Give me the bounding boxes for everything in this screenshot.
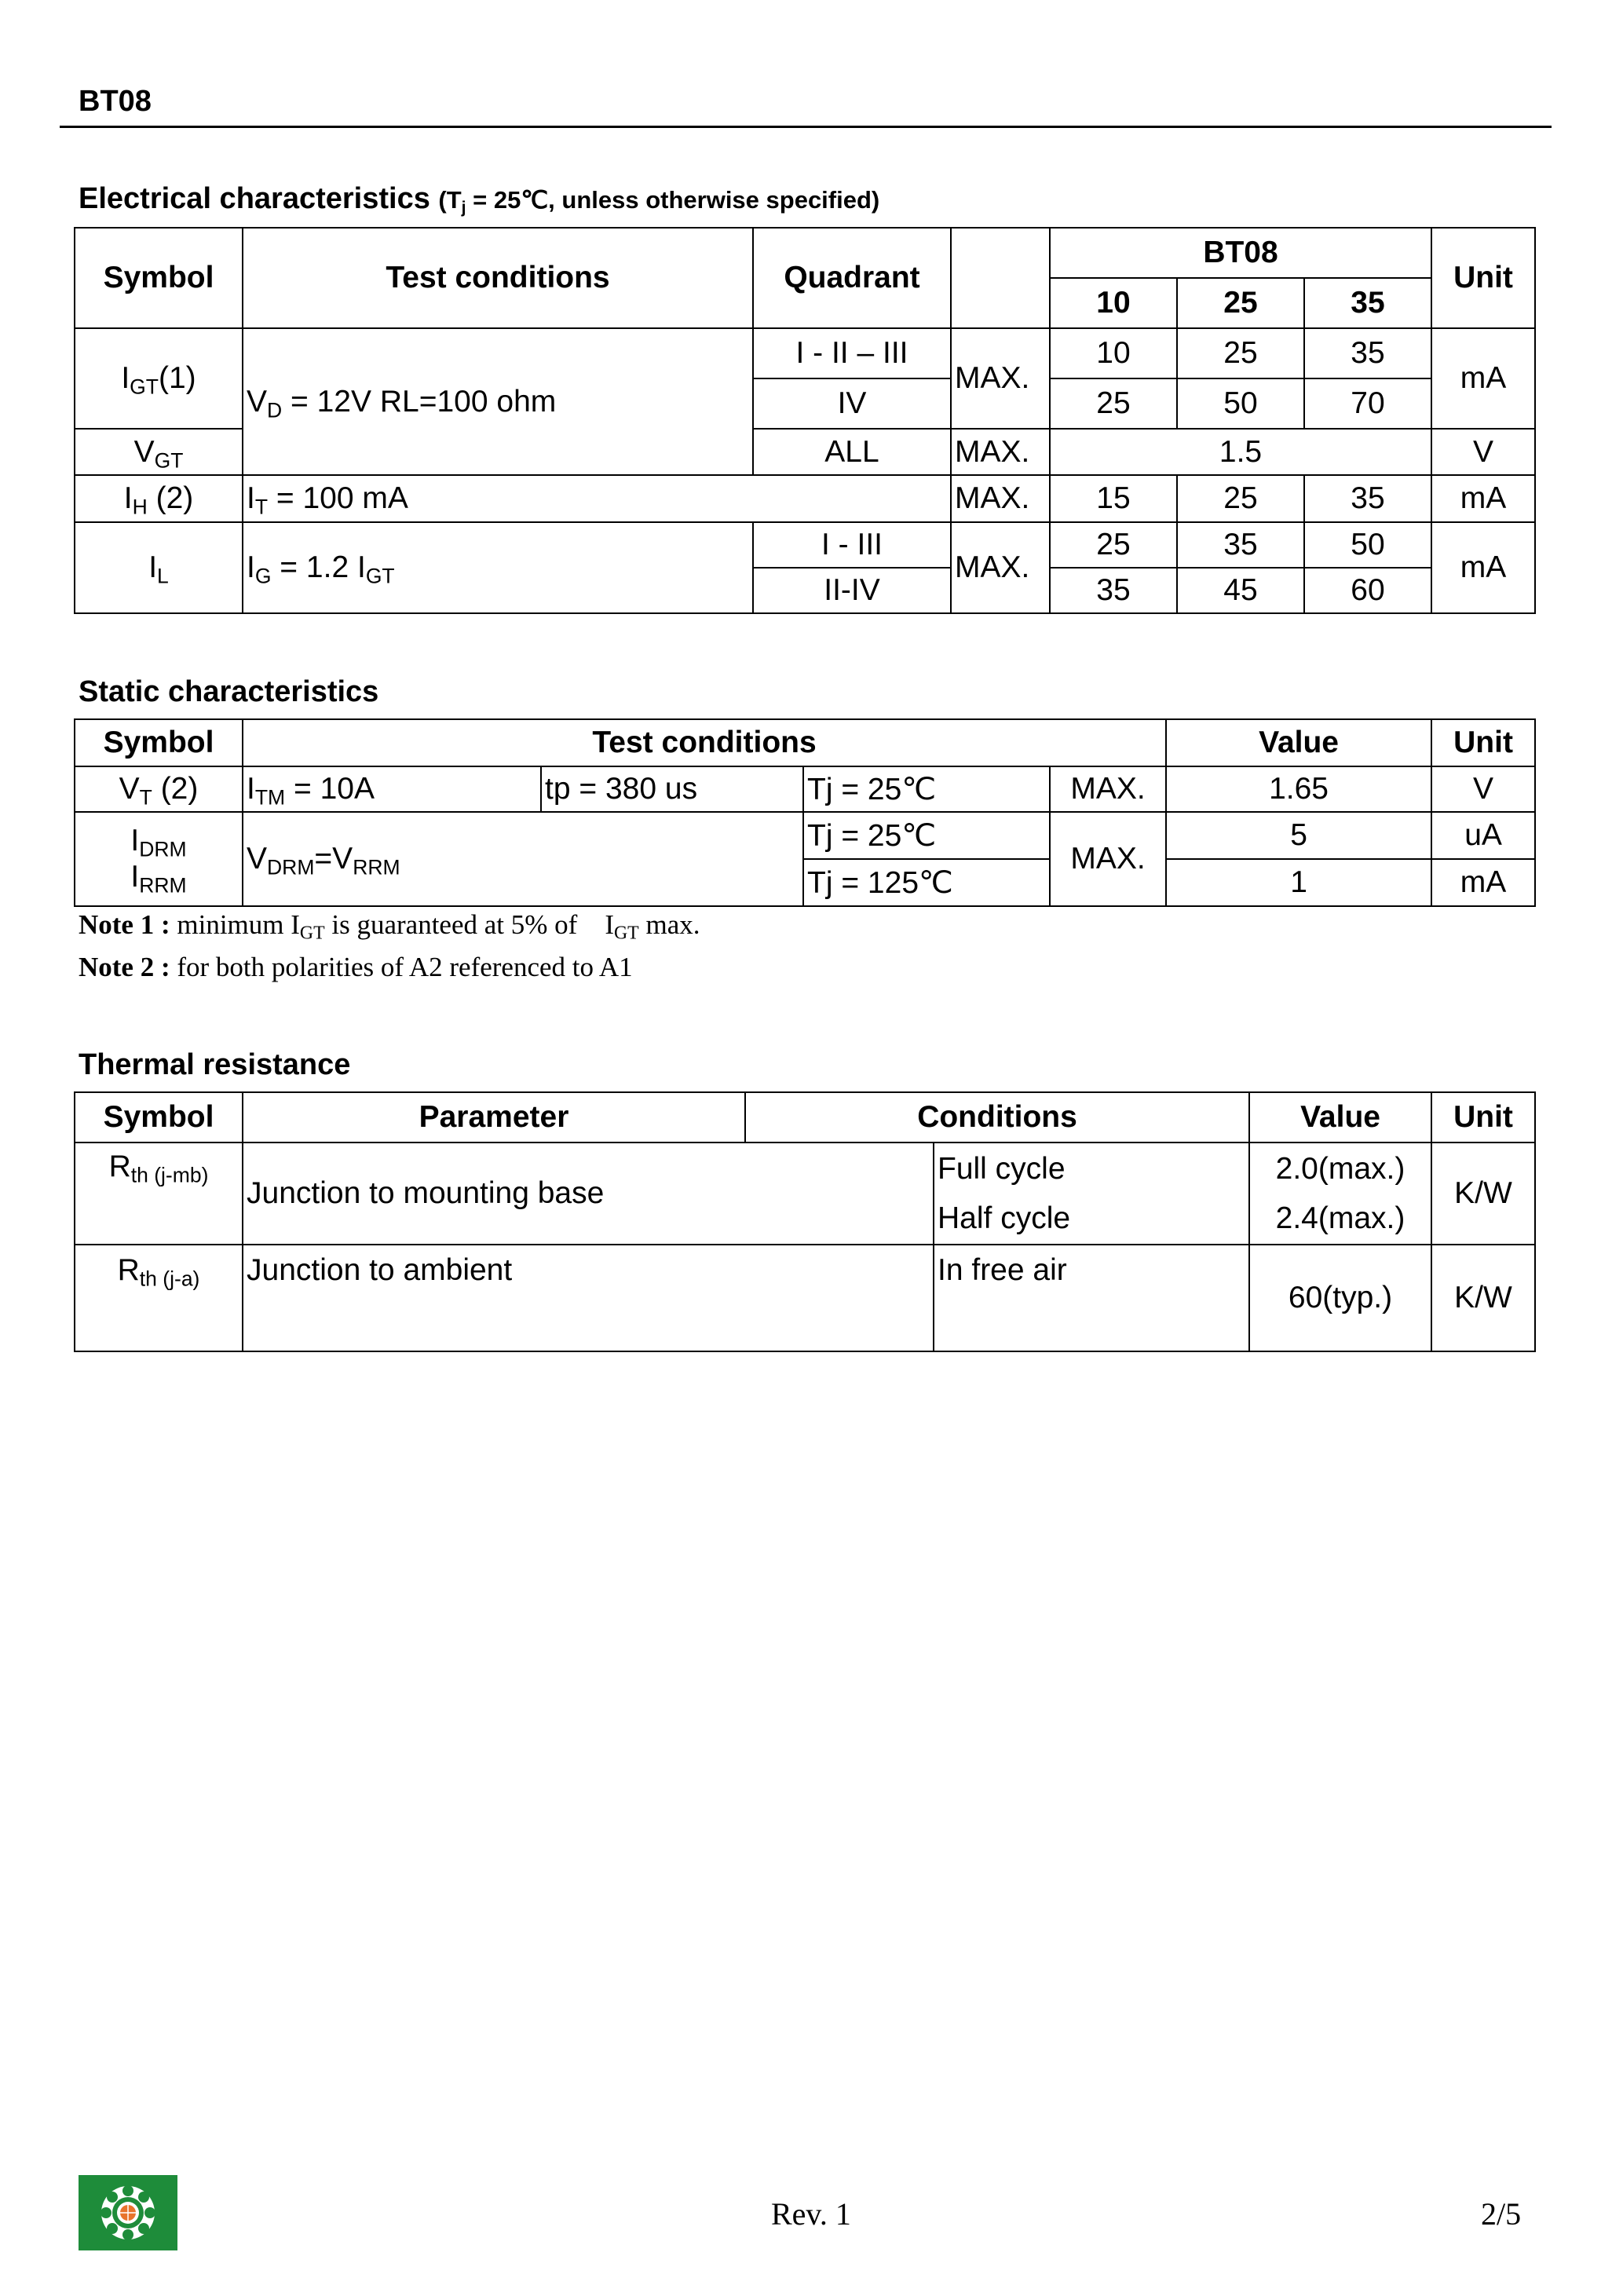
limit-max: MAX. <box>951 475 1050 522</box>
value-cell: 10 <box>1050 328 1177 378</box>
static-characteristics-table <box>74 718 1536 907</box>
value-cell: 1 <box>1166 859 1431 906</box>
header-value: Value <box>1166 719 1431 766</box>
header-symbol: Symbol <box>75 719 243 766</box>
symbol-idrm: $I_{DRM}$ <box>130 824 187 861</box>
section-title-text: Electrical characteristics <box>79 182 430 215</box>
header-variant-25: 25 <box>1177 278 1304 328</box>
header-variant-35: 35 <box>1304 278 1431 328</box>
page-number: 2/5 <box>1481 2196 1522 2232</box>
logo-graphic <box>79 2175 177 2250</box>
condition-tj-125: Tj = 125℃ <box>803 859 1050 906</box>
header-test-conditions: Test conditions <box>243 719 1166 766</box>
value-cell: 2.4(max.) <box>1275 1201 1406 1235</box>
header-conditions: Conditions <box>745 1092 1249 1143</box>
unit-cell: mA <box>1431 859 1535 906</box>
symbol-irrm: $I_{RRM}$ <box>130 860 187 898</box>
quadrant-4: IV <box>753 378 951 429</box>
value-cell: 60(typ.) <box>1249 1245 1431 1351</box>
limit-max: MAX. <box>951 328 1050 429</box>
note-1: Note 1 : minimum $I_{GT}$ is guaranteed at 5% of $I_{GT}$ max. <box>79 909 700 944</box>
quadrant-1-2-3: I - II – III <box>753 328 951 378</box>
unit-cell: mA <box>1431 522 1535 613</box>
symbol-rth-ja: $R_{th (j-a)}$ <box>75 1245 243 1351</box>
value-cell: 15 <box>1050 475 1177 522</box>
value-cell: 50 <box>1177 378 1304 429</box>
condition-vd-12v: $V_D = 12V$ RL=100 ohm <box>243 328 753 475</box>
header-divider <box>60 126 1552 128</box>
condition-vdrm-vrrm: $V_{DRM}=V_{RRM}$ <box>243 812 803 906</box>
value-cell: 60 <box>1304 568 1431 613</box>
symbol-rth-jmb: $R_{th (j-mb)}$ <box>75 1143 243 1245</box>
header-unit: Unit <box>1431 1092 1535 1143</box>
header-test-conditions: Test conditions <box>243 228 753 328</box>
header-parameter: Parameter <box>243 1092 745 1143</box>
note-2: Note 2 : for both polarities of A2 referenced to A1 <box>79 952 633 982</box>
revision-label: Rev. 1 <box>771 2196 851 2232</box>
symbol-il: $I_L$ <box>75 522 243 613</box>
header-unit: Unit <box>1431 228 1535 328</box>
value-cell: 2.0(max.) <box>1275 1151 1406 1186</box>
header-limit-blank <box>951 228 1050 328</box>
header-value: Value <box>1249 1092 1431 1143</box>
limit-max: MAX. <box>1050 812 1166 906</box>
condition-tj-25: Tj = 25℃ <box>803 812 1050 859</box>
limit-max: MAX. <box>951 429 1050 475</box>
unit-cell: V <box>1431 429 1535 475</box>
document-part-number: BT08 <box>79 85 152 118</box>
static-characteristics-title: Static characteristics <box>79 675 379 708</box>
value-cell: 70 <box>1304 378 1431 429</box>
unit-cell: V <box>1431 766 1535 812</box>
thermal-resistance-table <box>74 1091 1536 1352</box>
unit-cell: mA <box>1431 328 1535 429</box>
header-bt08-group: BT08 <box>1050 228 1431 278</box>
condition-tj-25: Tj = 25℃ <box>803 766 1050 812</box>
electrical-characteristics-table <box>74 227 1536 614</box>
condition-tp: tp = 380 us <box>541 766 803 812</box>
condition-in-free-air: In free air <box>934 1245 1249 1351</box>
unit-cell: uA <box>1431 812 1535 859</box>
symbol-vgt: $V_{GT}$ <box>75 429 243 475</box>
value-cycle <box>1249 1143 1431 1245</box>
electrical-characteristics-title <box>79 182 879 216</box>
condition-ig: $I_G = 1.2$ $I_{GT}$ <box>243 522 753 613</box>
limit-max: MAX. <box>1050 766 1166 812</box>
value-cell: 5 <box>1166 812 1431 859</box>
value-cell: 1.5 <box>1050 429 1431 475</box>
condition-half-cycle: Half cycle <box>938 1201 1071 1235</box>
value-cell: 25 <box>1050 522 1177 568</box>
value-cell: 25 <box>1050 378 1177 429</box>
limit-max: MAX. <box>951 522 1050 613</box>
value-cell: 50 <box>1304 522 1431 568</box>
condition-it-100ma: $I_T = 100$ mA <box>243 475 951 522</box>
header-quadrant: Quadrant <box>753 228 951 328</box>
parameter-junction-to-ambient: Junction to ambient <box>243 1245 934 1351</box>
unit-cell: K/W <box>1431 1245 1535 1351</box>
condition-cycle <box>934 1143 1249 1245</box>
unit-cell: K/W <box>1431 1143 1535 1245</box>
thermal-resistance-title: Thermal resistance <box>79 1048 351 1081</box>
symbol-ih: $I_H$ (2) <box>75 475 243 522</box>
section-condition: ($T_j$ = 25℃, unless otherwise specified) <box>438 186 880 217</box>
quadrant-all: ALL <box>753 429 951 475</box>
condition-itm-10a: $I_{TM} = 10A$ <box>243 766 541 812</box>
symbol-idrm-irrm <box>75 812 243 906</box>
value-cell: 25 <box>1177 328 1304 378</box>
value-cell: 35 <box>1304 328 1431 378</box>
company-logo <box>79 2175 177 2250</box>
parameter-junction-to-mounting-base: Junction to mounting base <box>243 1143 934 1245</box>
condition-full-cycle: Full cycle <box>938 1151 1066 1186</box>
quadrant-2-4: II-IV <box>753 568 951 613</box>
value-cell: 45 <box>1177 568 1304 613</box>
header-variant-10: 10 <box>1050 278 1177 328</box>
unit-cell: mA <box>1431 475 1535 522</box>
value-cell: 35 <box>1050 568 1177 613</box>
symbol-vt: $V_T$ (2) <box>75 766 243 812</box>
quadrant-1-3: I - III <box>753 522 951 568</box>
value-cell: 25 <box>1177 475 1304 522</box>
header-symbol: Symbol <box>75 228 243 328</box>
value-cell: 35 <box>1304 475 1431 522</box>
value-cell: 35 <box>1177 522 1304 568</box>
header-unit: Unit <box>1431 719 1535 766</box>
symbol-igt: $I_{GT}(1)$ <box>75 328 243 429</box>
value-cell: 1.65 <box>1166 766 1431 812</box>
header-symbol: Symbol <box>75 1092 243 1143</box>
